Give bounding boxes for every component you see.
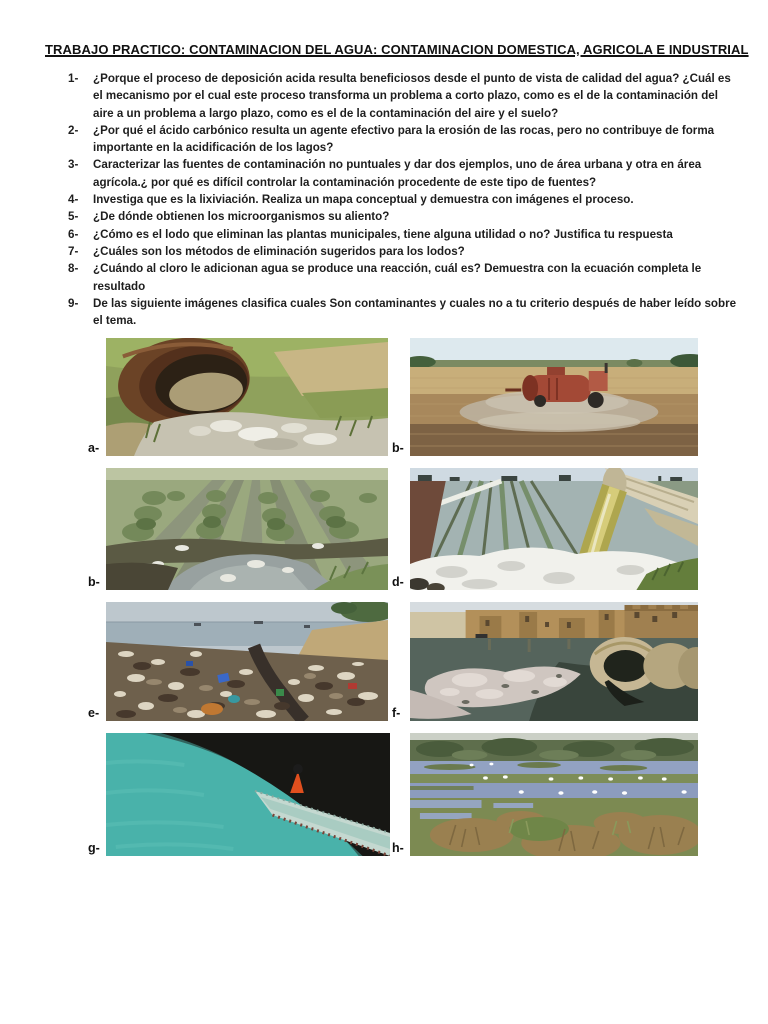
photo-black-plume-pier — [106, 733, 390, 856]
question-1 — [68, 70, 768, 122]
question-number: 1- — [68, 72, 79, 85]
question-8 — [68, 260, 768, 295]
question-2 — [68, 122, 768, 157]
question-7 — [68, 243, 768, 260]
figure-e-label: e- — [88, 705, 100, 720]
figure-d-label: d- — [392, 574, 404, 589]
figure-f-label: f- — [392, 705, 401, 720]
figure-e — [88, 602, 390, 721]
question-3 — [68, 156, 768, 191]
question-4 — [68, 191, 768, 208]
question-text: ¿Cuándo al cloro le adicionan agua se produce una reacción, cuál es? Demuestra con la ecuación completa le resultado — [93, 262, 702, 293]
figure-a-label: a- — [88, 440, 100, 455]
question-number: 3- — [68, 158, 79, 172]
question-text: ¿De dónde obtienen los microorganismos su aliento? — [93, 210, 390, 224]
figure-b1-label: b- — [392, 440, 404, 455]
page-title: TRABAJO PRACTICO: CONTAMINACION DEL AGUA: CONTAMINACION DOMESTICA, AGRICOLA E INDUSTRIAL — [45, 42, 749, 57]
question-text: Investiga que es la lixiviación. Realiza un mapa conceptual y demuestra con imágenes el proceso. — [93, 193, 634, 207]
question-9 — [68, 295, 768, 330]
photo-wetland-birds — [410, 733, 698, 856]
question-number: 8- — [68, 262, 79, 276]
figure-h — [392, 733, 698, 856]
question-5 — [68, 208, 768, 225]
photo-garbage-shoreline — [106, 602, 388, 721]
figure-g — [88, 733, 390, 856]
question-list — [68, 70, 768, 329]
photo-polluted-irrigation-rows — [106, 468, 388, 590]
question-text: ¿Cuáles son los métodos de eliminación sugeridos para los lodos? — [93, 244, 465, 258]
question-text: ¿Por qué el ácido carbónico resulta un agente efectivo para la erosión de las rocas, pero no contribuye de forma importante en la acidificación de los lagos? — [93, 123, 715, 155]
question-text: ¿Porque el proceso de deposición acida resulta beneficiosos desde el punto de vista de calidad del agua? ¿Cuál es el mecanismo por el cual este proceso transforma un problema a corto plazo, como es el de la contaminación del aire a un problema a largo plazo, como es el de la contaminación del aire y el suelo? — [93, 72, 731, 120]
question-number: 6- — [68, 227, 79, 241]
figure-d — [392, 468, 698, 590]
question-number: 5- — [68, 210, 79, 224]
photo-sewer-pipe-river — [410, 602, 698, 721]
question-text: Caracterizar las fuentes de contaminación no puntuales y dar dos ejemplos, uno de área urbana y otra en área agrícola.¿ por qué es difícil controlar la contaminación procedente de este tipo de fuentes? — [93, 158, 702, 189]
figure-b1 — [392, 338, 698, 456]
photo-foam-discharge-pipes — [410, 468, 698, 590]
figure-a — [88, 338, 390, 456]
photo-culvert-discharge — [106, 338, 388, 456]
question-number: 7- — [68, 244, 79, 258]
question-number: 2- — [68, 123, 79, 137]
question-6 — [68, 226, 768, 243]
figure-f — [392, 602, 698, 721]
figure-b2 — [88, 468, 390, 590]
figure-h-label: h- — [392, 840, 404, 855]
question-text: ¿Cómo es el lodo que eliminan las plantas municipales, tiene alguna utilidad o no? Justifica tu respuesta — [93, 227, 673, 241]
question-number: 9- — [68, 296, 79, 310]
figure-grid — [88, 338, 768, 856]
figure-b2-label: b- — [88, 574, 100, 589]
photo-tractor-spraying — [410, 338, 698, 456]
question-number: 4- — [68, 193, 79, 207]
figure-g-label: g- — [88, 840, 100, 855]
question-text: De las siguiente imágenes clasifica cuales Son contaminantes y cuales no a tu criterio después de haber leído sobre el tema. — [93, 296, 737, 328]
